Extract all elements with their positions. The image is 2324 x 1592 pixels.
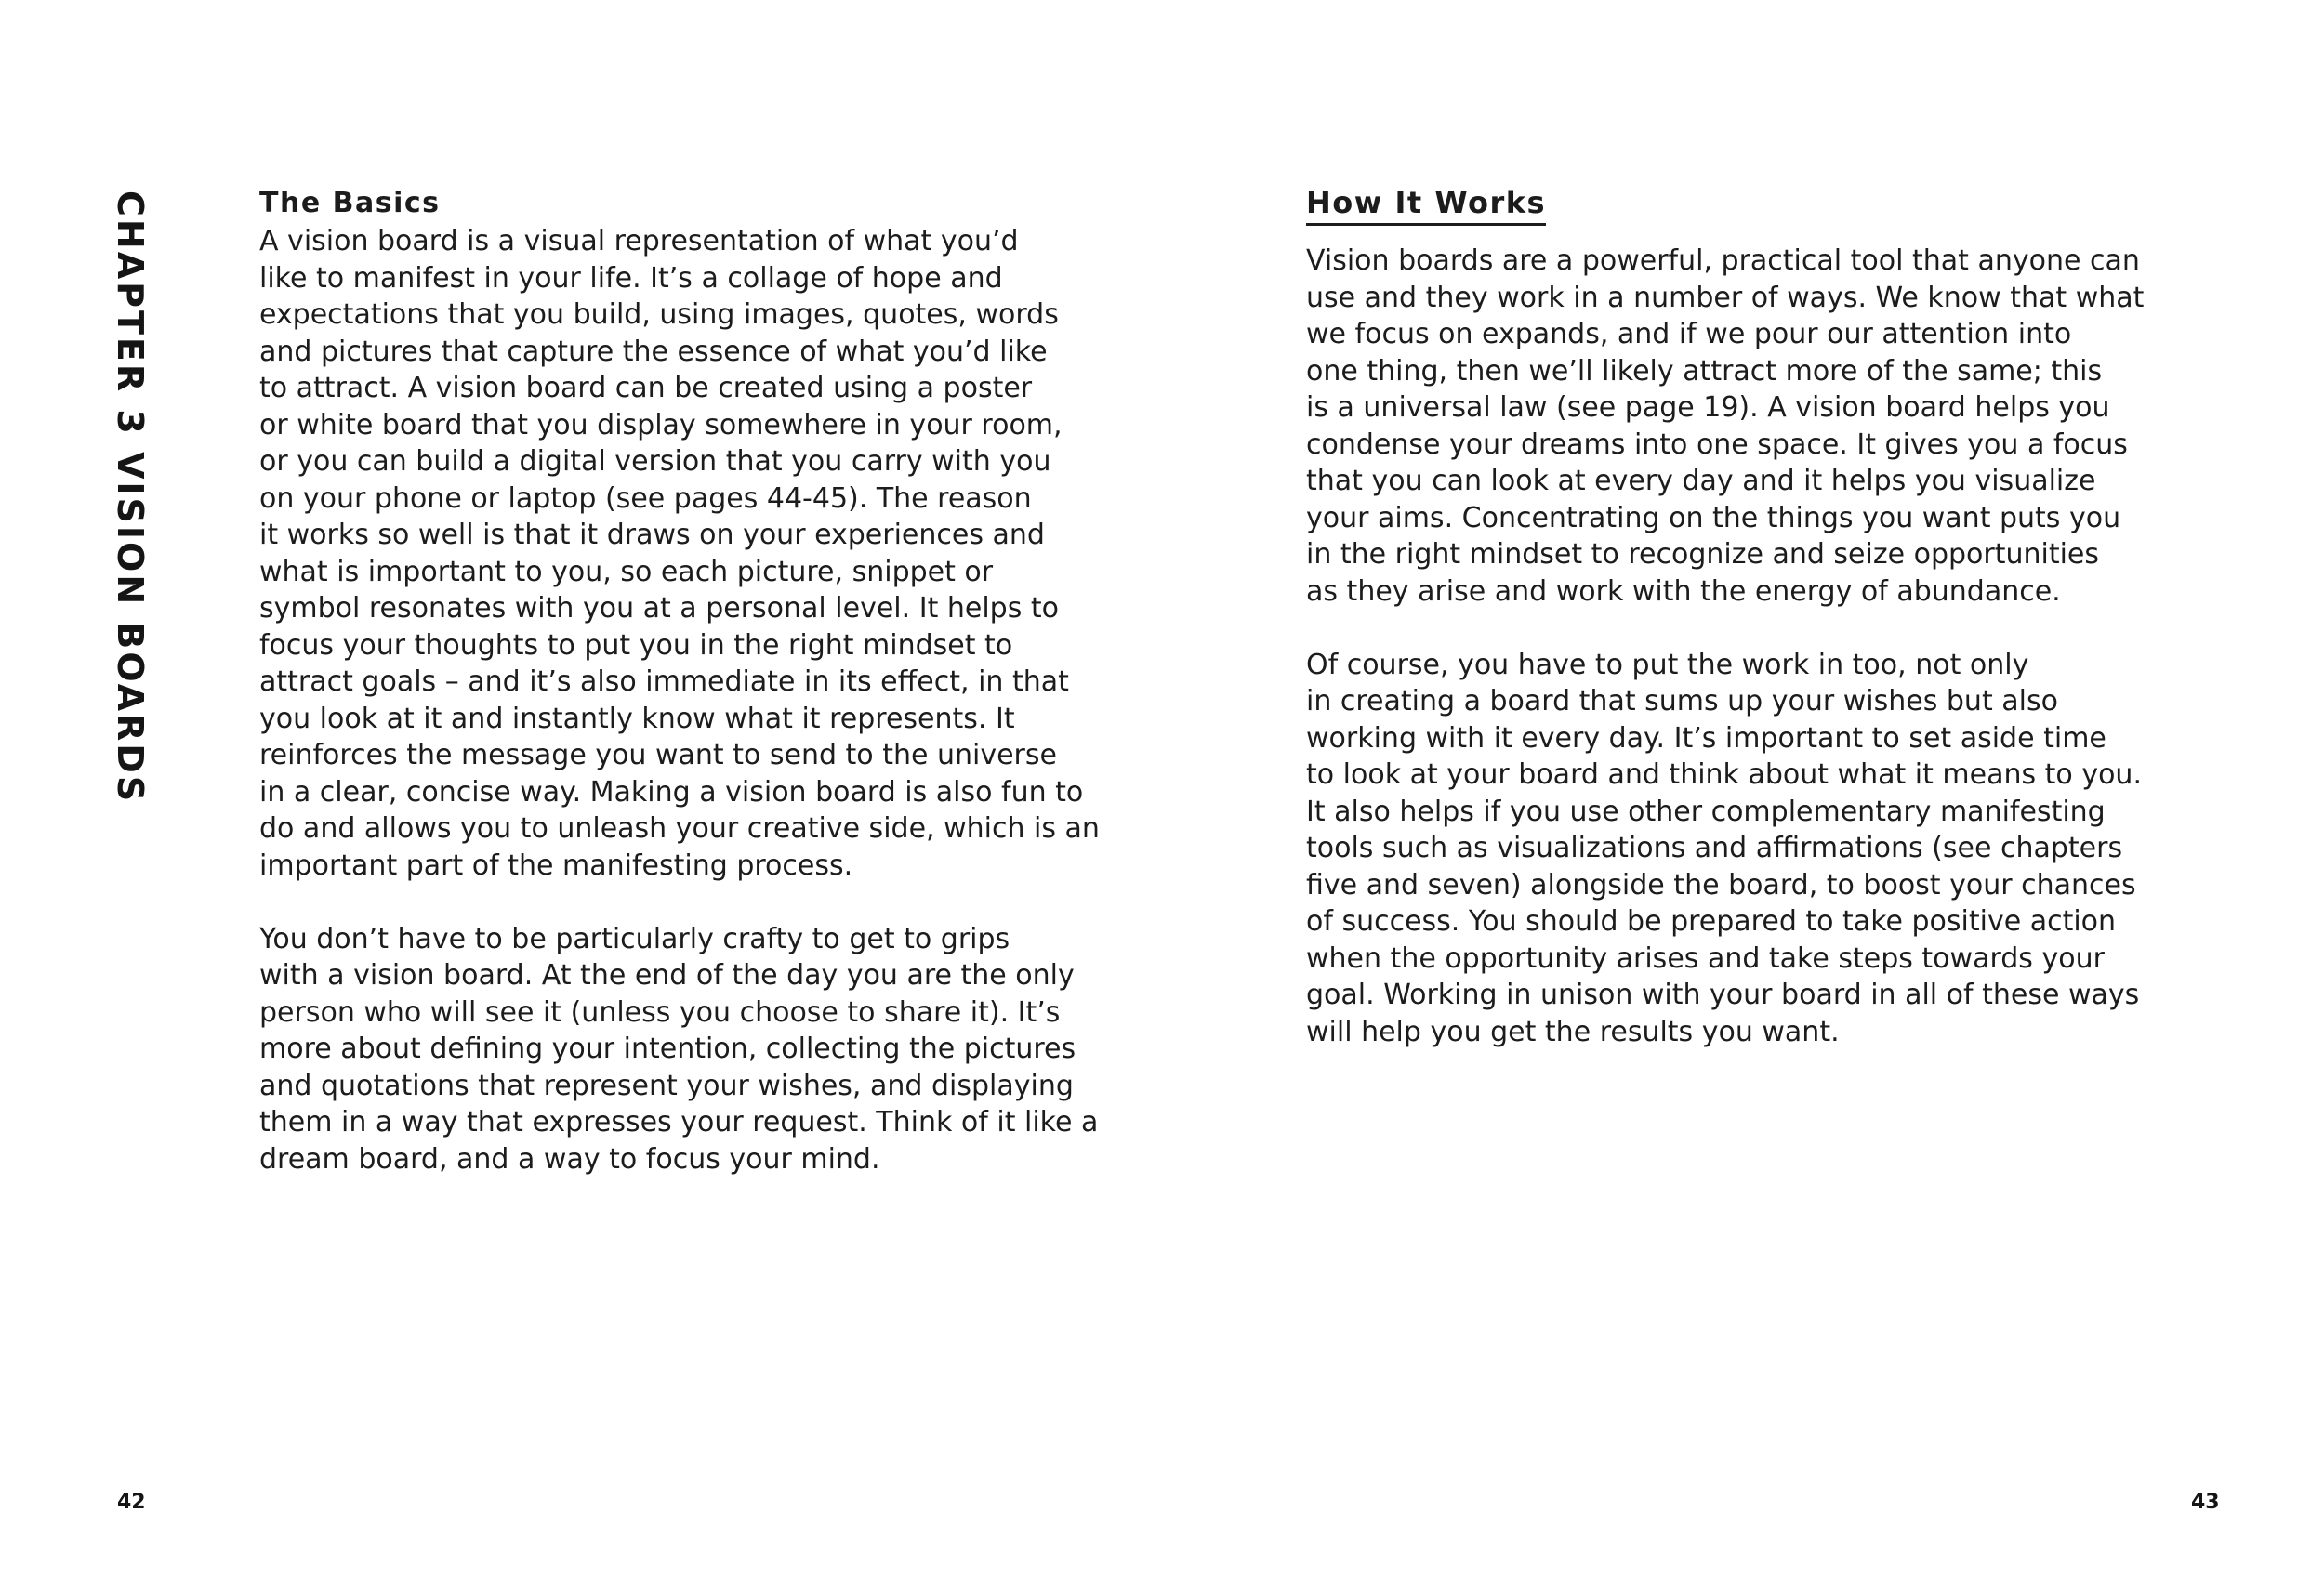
how-paragraph-2 bbox=[1306, 647, 2142, 1051]
text-line: them in a way that expresses your request. Think of it like a bbox=[259, 1106, 1099, 1138]
text-line: Of course, you have to put the work in too, not only bbox=[1306, 648, 2029, 681]
text-line: you look at it and instantly know what it represents. It bbox=[259, 702, 1015, 735]
page-number-left: 42 bbox=[117, 1491, 146, 1514]
text-line: to attract. A vision board can be created using a poster bbox=[259, 372, 1033, 404]
text-line: attract goals – and it’s also immediate in its effect, in that bbox=[259, 665, 1069, 698]
text-line: that you can look at every day and it helps you visualize bbox=[1306, 465, 2096, 497]
text-line: tools such as visualizations and affirmations (see chapters bbox=[1306, 832, 2123, 864]
text-line: what is important to you, so each picture, snippet or bbox=[259, 555, 994, 588]
text-line: goal. Working in unison with your board in all of these ways bbox=[1306, 979, 2140, 1011]
text-line: to look at your board and think about what it means to you. bbox=[1306, 758, 2142, 791]
text-line: will help you get the results you want. bbox=[1306, 1015, 1840, 1048]
text-line: of success. You should be prepared to take positive action bbox=[1306, 905, 2117, 938]
page-number-right: 43 bbox=[2191, 1491, 2220, 1514]
paragraph-spacer bbox=[259, 884, 1040, 921]
left-text-column bbox=[259, 184, 1100, 1178]
chapter-title: CHAPTER 3 VISION BOARDS bbox=[110, 191, 151, 805]
text-line: or white board that you display somewhere in your room, bbox=[259, 408, 1063, 441]
text-line: condense your dreams into one space. It gives you a focus bbox=[1306, 428, 2128, 461]
text-line: You don’t have to be particularly crafty to get to grips bbox=[259, 922, 1010, 955]
text-line: in creating a board that sums up your wishes but also bbox=[1306, 685, 2058, 717]
text-line: working with it every day. It’s important to set aside time bbox=[1306, 721, 2106, 755]
text-line: and quotations that represent your wishes, and displaying bbox=[259, 1069, 1074, 1102]
section-heading-basics: The Basics bbox=[259, 187, 441, 219]
how-paragraph-1 bbox=[1306, 243, 2145, 610]
text-line: expectations that you build, using images, quotes, words bbox=[259, 298, 1059, 331]
text-line: we focus on expands, and if we pour our attention into bbox=[1306, 318, 2072, 350]
text-line: five and seven) alongside the board, to boost your chances bbox=[1306, 868, 2136, 901]
text-line: person who will see it (unless you choose to share it). It’s bbox=[259, 995, 1061, 1029]
text-line: do and allows you to unleash your creative side, which is an bbox=[259, 812, 1100, 845]
text-line: it works so well is that it draws on your experiences and bbox=[259, 519, 1045, 551]
text-line: one thing, then we’ll likely attract more of the same; this bbox=[1306, 354, 2103, 388]
text-line: important part of the manifesting process. bbox=[259, 849, 853, 882]
text-line: more about defining your intention, collecting the pictures bbox=[259, 1033, 1076, 1065]
paragraph-spacer bbox=[1306, 610, 2087, 647]
right-text-column bbox=[1306, 184, 2145, 1050]
text-line: in a clear, concise way. Making a vision board is also fun to bbox=[259, 775, 1084, 809]
basics-paragraph-2 bbox=[259, 921, 1099, 1178]
text-line: like to manifest in your life. It’s a collage of hope and bbox=[259, 261, 1003, 295]
text-line: on your phone or laptop (see pages 44-45). The reason bbox=[259, 481, 1032, 515]
text-line: symbol resonates with you at a personal level. It helps to bbox=[259, 592, 1059, 625]
text-line: use and they work in a number of ways. We know that what bbox=[1306, 281, 2145, 314]
text-line: as they arise and work with the energy of abundance. bbox=[1306, 574, 2061, 608]
text-line: reinforces the message you want to send to the universe bbox=[259, 739, 1057, 771]
text-line: It also helps if you use other complementary manifesting bbox=[1306, 795, 2106, 828]
text-line: and pictures that capture the essence of what you’d like bbox=[259, 335, 1048, 368]
text-line: when the opportunity arises and take steps towards your bbox=[1306, 941, 2105, 975]
section-heading-how-it-works: How It Works bbox=[1306, 184, 1546, 226]
text-line: dream board, and a way to focus your mind. bbox=[259, 1142, 880, 1176]
text-line: or you can build a digital version that you carry with you bbox=[259, 445, 1051, 478]
text-line: is a universal law (see page 19). A vision board helps you bbox=[1306, 391, 2110, 424]
text-line: A vision board is a visual representation of what you’d bbox=[259, 225, 1019, 257]
text-line: focus your thoughts to put you in the right mindset to bbox=[259, 628, 1013, 662]
text-line: with a vision board. At the end of the day you are the only bbox=[259, 959, 1075, 992]
text-line: your aims. Concentrating on the things you want puts you bbox=[1306, 501, 2121, 534]
basics-paragraph-1 bbox=[259, 223, 1100, 884]
text-line: Vision boards are a powerful, practical tool that anyone can bbox=[1306, 244, 2140, 277]
text-line: in the right mindset to recognize and seize opportunities bbox=[1306, 538, 2100, 571]
chapter-tab bbox=[107, 191, 153, 841]
